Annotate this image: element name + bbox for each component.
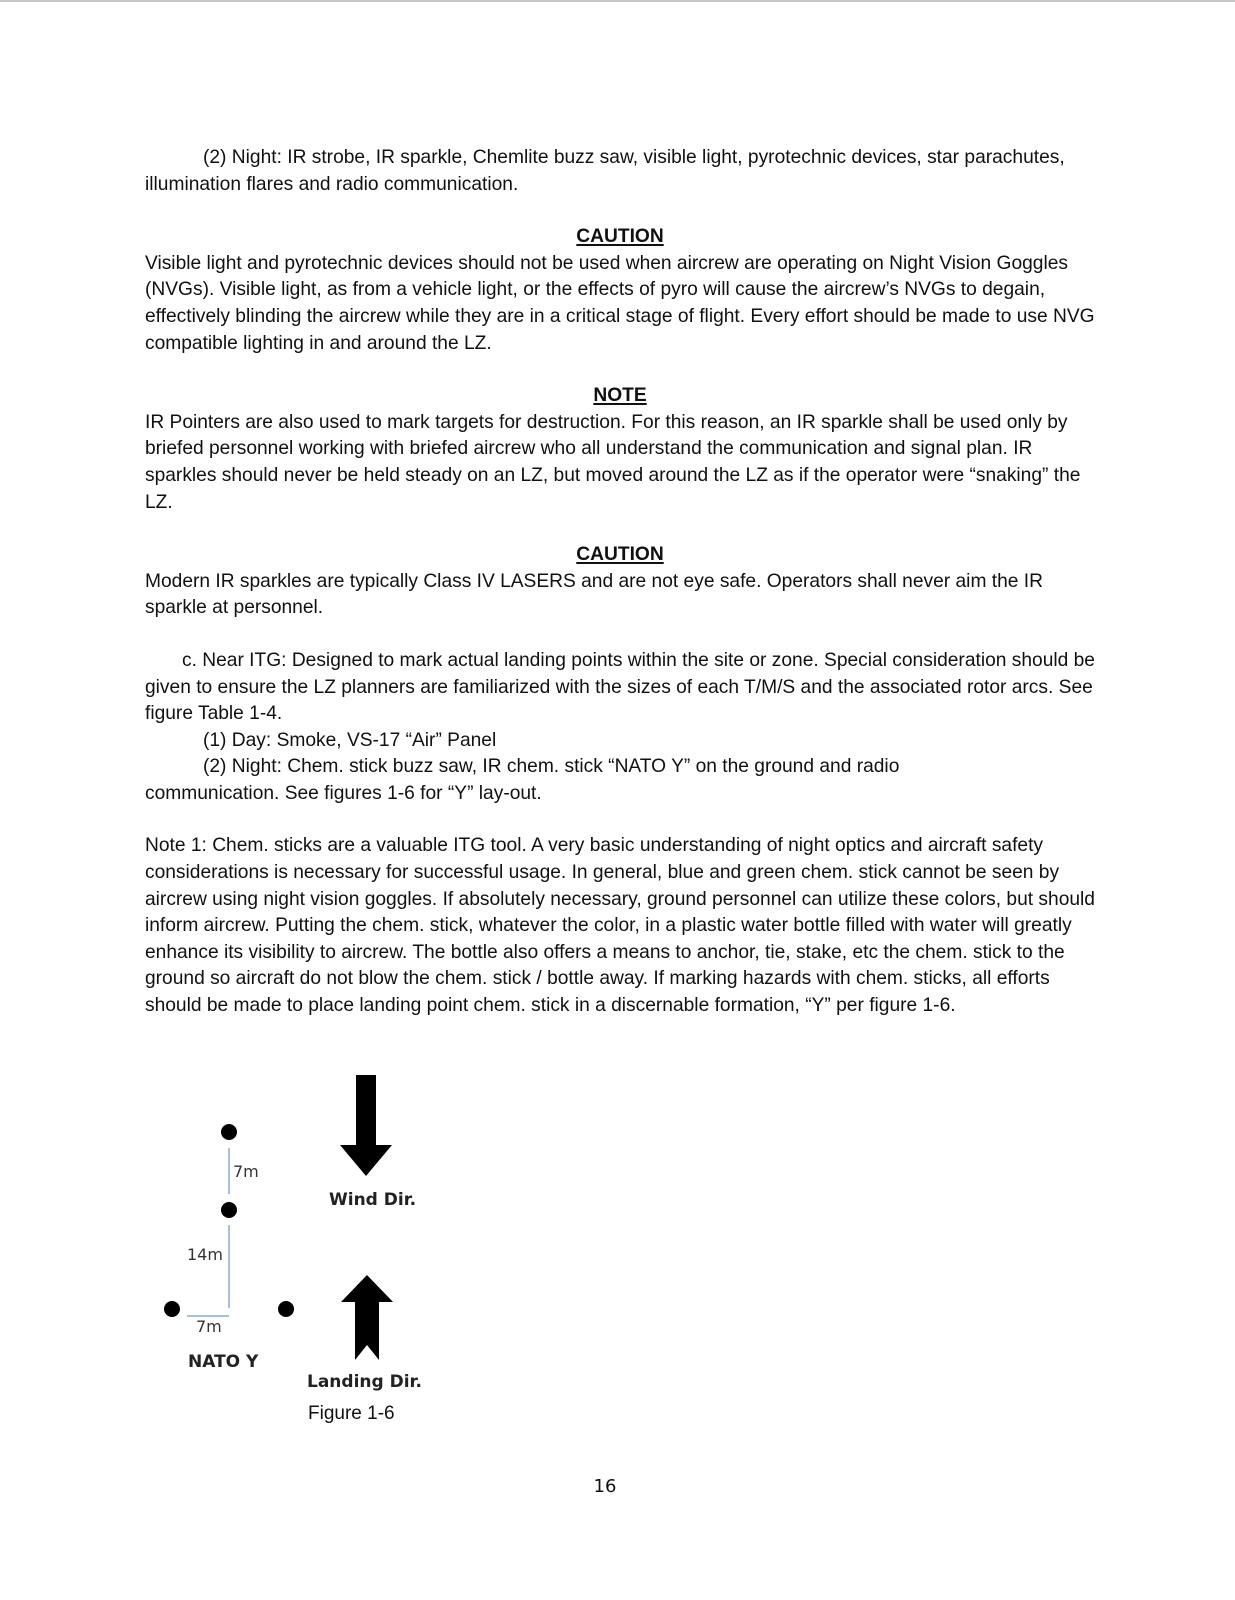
- dimension-label-bottom: 7m: [196, 1317, 222, 1336]
- formation-label: NATO Y: [188, 1352, 259, 1372]
- dimension-label-top: 7m: [233, 1162, 259, 1181]
- list-item-night-continued: communication. See figures 1-6 for “Y” lay-out.: [145, 782, 542, 804]
- marker-dot-middle: [221, 1202, 237, 1218]
- marker-dot-left: [164, 1301, 180, 1317]
- caution-body-2: Modern IR sparkles are typically Class IV LASERS and are not eye safe. Operators shall never aim the IR sparkle at personnel.: [145, 570, 1043, 619]
- caution-heading-2: CAUTION: [576, 544, 664, 566]
- note-body: IR Pointers are also used to mark targets for destruction. For this reason, an IR sparkle shall be used only by briefed personnel working with briefed aircrew who all understand the communication and signal plan. IR sparkles should never be held steady on an LZ, but moved around the LZ as if the operator were “snaking” the LZ.: [145, 411, 1081, 513]
- marker-dot-right: [278, 1301, 294, 1317]
- landing-direction-arrow-icon: [341, 1275, 393, 1360]
- note-1-paragraph: Note 1: Chem. sticks are a valuable ITG tool. A very basic understanding of night optics and aircraft safety considerations is necessary for successful usage. In general, blue and green chem. stick cannot be seen by aircrew using night vision goggles. If absolutely necessary, ground personnel can utilize these colors, but should inform aircrew. Putting the chem. stick, whatever the color, in a plastic water bottle filled with water will greatly enhance its visibility to aircrew. The bottle also offers a means to anchor, tie, stake, etc the chem. stick to the ground so aircraft do not blow the chem. stick / bottle away. If marking hazards with chem. sticks, all efforts should be made to place landing point chem. stick in a discernable formation, “Y” per figure 1-6.: [145, 835, 1095, 1017]
- page-number: 16: [593, 1476, 617, 1497]
- caution-heading: CAUTION: [576, 226, 664, 248]
- paragraph-near-itg: c. Near ITG: Designed to mark actual landing points within the site or zone. Special consideration should be given to ensure the LZ planners are familiarized with the sizes of each T/M/S and the associated rotor arcs. See figure Table 1-4.: [145, 649, 1095, 725]
- list-item-night: (2) Night: Chem. stick buzz saw, IR chem. stick “NATO Y” on the ground and radio: [203, 756, 900, 778]
- paragraph-night-itg: (2) Night: IR strobe, IR sparkle, Chemlite buzz saw, visible light, pyrotechnic devices, star parachutes, illumination flares and radio communication.: [145, 147, 1065, 195]
- dimension-label-stem: 14m: [187, 1245, 223, 1264]
- figure-caption: Figure 1-6: [308, 1403, 395, 1424]
- caution-body: Visible light and pyrotechnic devices should not be used when aircrew are operating on Night Vision Goggles (NVGs). Visible light, as from a vehicle light, or the effects of pyro will cause the aircrew’s NVGs to degain, effectively blinding the aircrew while they are in a critical stage of flight. Every effort should be made to use NVG compatible lighting in and around the LZ.: [145, 252, 1095, 354]
- wind-direction-arrow-icon: [340, 1075, 392, 1176]
- note-heading: NOTE: [593, 385, 647, 407]
- landing-direction-label: Landing Dir.: [307, 1372, 422, 1392]
- marker-dot-top: [221, 1124, 237, 1140]
- list-item-day: (1) Day: Smoke, VS-17 “Air” Panel: [203, 729, 497, 751]
- wind-direction-label: Wind Dir.: [329, 1190, 417, 1210]
